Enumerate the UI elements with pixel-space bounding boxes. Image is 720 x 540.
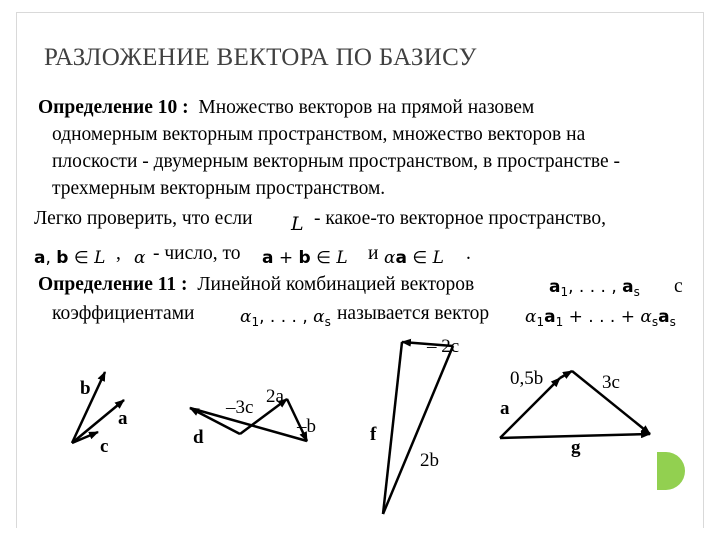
check-number-text: - число, то <box>153 243 241 264</box>
math-alpha-a-in-L: αa ∈ L <box>384 248 444 268</box>
def11-coeff: коэффициентами <box>52 303 195 324</box>
def10-text1: Множество векторов на прямой назовем <box>198 97 535 118</box>
fig1-label-b: b <box>80 378 91 399</box>
fig3-label-f: f <box>370 424 377 445</box>
def10-line3: плоскости - двумерным векторным пространством, в пространстве - <box>52 151 621 172</box>
math-linear-combination: $\alpha_1a_1$ + . . . + $\alpha_sa_s$ <box>525 307 676 329</box>
check-line1-end: - какое-то векторное пространство, <box>314 208 606 229</box>
check-and-text: и <box>368 243 379 264</box>
math-alpha: α <box>134 248 146 268</box>
fig2-label-2a: 2a <box>266 386 284 407</box>
fig4-label-a: a <box>500 398 510 419</box>
def11-label: Определение 11 : <box>38 274 188 295</box>
fig4-label-halfb: 0,5b <box>510 368 544 389</box>
def11-called: называется вектор <box>337 303 490 324</box>
fig1-vector-a <box>72 400 124 443</box>
fig4-label-g: g <box>571 437 581 458</box>
math-vectors-a1-as: $a_1$, . . . , $a_s$ <box>549 277 640 299</box>
fig3-label-neg2c: – 2c <box>427 336 460 357</box>
fig4-vector-halfb <box>560 371 572 378</box>
fig2-label-d: d <box>193 427 204 448</box>
fig1-label-c: c <box>100 436 109 457</box>
check-line1-start: Легко проверить, что если <box>34 208 253 229</box>
fig3-label-2b: 2b <box>420 450 439 471</box>
math-coeffs-alpha: $\alpha_1$, . . . , $\alpha_s$ <box>240 307 331 329</box>
figure-3-vectors <box>383 342 453 514</box>
def10-label: Определение 10 : <box>38 97 189 118</box>
fig4-label-3c: 3c <box>602 372 620 393</box>
math-ab-in-L: a, b ∈ L <box>34 248 106 268</box>
fig2-label-neg3c: –3c <box>226 397 254 418</box>
check-dot: . <box>466 243 471 264</box>
def10-line4: трехмерным векторным пространством. <box>52 178 386 199</box>
math-L: L <box>291 213 304 235</box>
math-a-plus-b-in-L: a + b ∈ L <box>262 248 348 268</box>
fig2-label-negb: –b <box>297 416 316 437</box>
slide-title: РАЗЛОЖЕНИЕ ВЕКТОРА ПО БАЗИСУ <box>44 44 477 71</box>
def11-with: с <box>674 276 683 297</box>
def11-text: Линейной комбинацией векторов <box>197 274 475 295</box>
fig1-label-a: a <box>118 408 128 429</box>
def10-line2: одномерным векторным пространством, множество векторов на <box>52 124 586 145</box>
check-comma: , <box>116 243 121 264</box>
